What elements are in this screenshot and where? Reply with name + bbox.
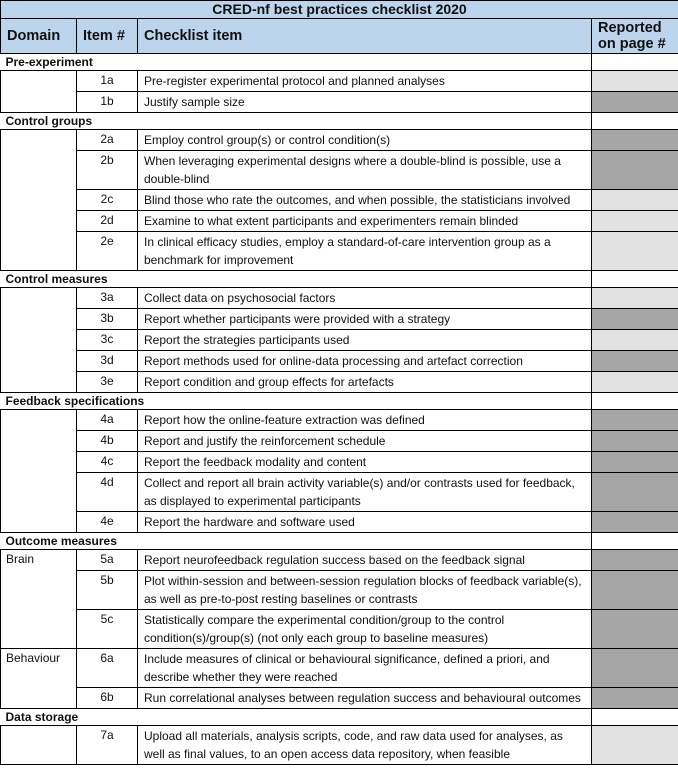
table-row	[1, 512, 678, 533]
checklist-item-text: Justify sample size	[138, 92, 592, 113]
checklist-item-text: Collect and report all brain activity variable(s) and/or contrasts used for feedback, as displayed to experimental participants	[138, 473, 592, 512]
section-row	[1, 709, 678, 726]
reported-page-cell[interactable]	[592, 71, 678, 92]
reported-page-cell[interactable]	[592, 688, 678, 709]
section-row	[1, 271, 678, 288]
domain-cell	[1, 211, 77, 232]
title-row	[1, 1, 678, 19]
domain-cell	[1, 288, 77, 309]
domain-cell	[1, 309, 77, 330]
section-reported-cell	[592, 113, 678, 130]
item-number: 7a	[77, 726, 138, 765]
item-number: 4d	[77, 473, 138, 512]
item-number: 4c	[77, 452, 138, 473]
table-row	[1, 571, 678, 610]
checklist-item-text: Collect data on psychosocial factors	[138, 288, 592, 309]
table-row	[1, 130, 678, 151]
domain-cell	[1, 372, 77, 393]
section-title: Feedback specifications	[1, 393, 592, 410]
domain-cell	[1, 512, 77, 533]
table-row	[1, 190, 678, 211]
reported-page-cell[interactable]	[592, 130, 678, 151]
section-reported-cell	[592, 533, 678, 550]
reported-page-cell[interactable]	[592, 372, 678, 393]
reported-page-cell[interactable]	[592, 726, 678, 765]
table-row	[1, 309, 678, 330]
table-row	[1, 649, 678, 688]
checklist-item-text: Report the feedback modality and content	[138, 452, 592, 473]
header-item: Item #	[77, 19, 138, 54]
checklist-item-text: Blind those who rate the outcomes, and when possible, the statisticians involved	[138, 190, 592, 211]
section-title: Data storage	[1, 709, 592, 726]
checklist-item-text: Include measures of clinical or behavioural significance, defined a priori, and describe whether they were reached	[138, 649, 592, 688]
domain-cell	[1, 410, 77, 431]
domain-cell	[1, 473, 77, 512]
item-number: 6b	[77, 688, 138, 709]
domain-cell	[1, 71, 77, 92]
table-row	[1, 92, 678, 113]
reported-page-cell[interactable]	[592, 330, 678, 351]
reported-page-cell[interactable]	[592, 151, 678, 190]
checklist-item-text: Run correlational analyses between regulation success and behavioural outcomes	[138, 688, 592, 709]
section-row	[1, 54, 678, 71]
table-row	[1, 71, 678, 92]
reported-page-cell[interactable]	[592, 351, 678, 372]
table-row	[1, 726, 678, 765]
section-title: Pre-experiment	[1, 54, 592, 71]
domain-cell	[1, 232, 77, 271]
domain-cell	[1, 151, 77, 190]
header-reported: Reported on page #	[592, 19, 678, 54]
section-reported-cell	[592, 271, 678, 288]
checklist-item-text: Report the strategies participants used	[138, 330, 592, 351]
table-row	[1, 372, 678, 393]
item-number: 3d	[77, 351, 138, 372]
item-number: 5c	[77, 610, 138, 649]
checklist-item-text: Upload all materials, analysis scripts, code, and raw data used for analyses, as well as final values, to an open access data repository, when feasible	[138, 726, 592, 765]
domain-cell	[1, 610, 77, 649]
item-number: 1b	[77, 92, 138, 113]
reported-page-cell[interactable]	[592, 571, 678, 610]
checklist-item-text: Statistically compare the experimental condition/group to the control condition(s)/group(s) (not only each group to baseline measures)	[138, 610, 592, 649]
table-row	[1, 473, 678, 512]
table-row	[1, 550, 678, 571]
reported-page-cell[interactable]	[592, 649, 678, 688]
item-number: 3c	[77, 330, 138, 351]
table-row	[1, 288, 678, 309]
section-row	[1, 533, 678, 550]
section-title: Outcome measures	[1, 533, 592, 550]
section-title: Control groups	[1, 113, 592, 130]
table-row	[1, 211, 678, 232]
checklist-item-text: Examine to what extent participants and experimenters remain blinded	[138, 211, 592, 232]
item-number: 2e	[77, 232, 138, 271]
reported-page-cell[interactable]	[592, 190, 678, 211]
table-title: CRED-nf best practices checklist 2020	[1, 1, 678, 19]
reported-page-cell[interactable]	[592, 232, 678, 271]
reported-page-cell[interactable]	[592, 610, 678, 649]
reported-page-cell[interactable]	[592, 288, 678, 309]
checklist-item-text: Employ control group(s) or control condition(s)	[138, 130, 592, 151]
reported-page-cell[interactable]	[592, 431, 678, 452]
domain-cell	[1, 92, 77, 113]
reported-page-cell[interactable]	[592, 452, 678, 473]
checklist-item-text: Report the hardware and software used	[138, 512, 592, 533]
item-number: 3e	[77, 372, 138, 393]
table-row	[1, 351, 678, 372]
item-number: 4e	[77, 512, 138, 533]
checklist-item-text: When leveraging experimental designs where a double-blind is possible, use a double-blind	[138, 151, 592, 190]
domain-cell	[1, 330, 77, 351]
reported-page-cell[interactable]	[592, 211, 678, 232]
section-title: Control measures	[1, 271, 592, 288]
checklist-item-text: In clinical efficacy studies, employ a standard-of-care intervention group as a benchmark for improvement	[138, 232, 592, 271]
checklist-item-text: Report methods used for online-data processing and artefact correction	[138, 351, 592, 372]
table-row	[1, 330, 678, 351]
section-reported-cell	[592, 709, 678, 726]
domain-cell	[1, 452, 77, 473]
domain-cell: Behaviour	[1, 649, 77, 688]
domain-cell	[1, 190, 77, 211]
domain-cell	[1, 431, 77, 452]
item-number: 2a	[77, 130, 138, 151]
section-reported-cell	[592, 54, 678, 71]
table-row	[1, 610, 678, 649]
domain-cell	[1, 351, 77, 372]
reported-page-cell[interactable]	[592, 309, 678, 330]
reported-page-cell[interactable]	[592, 92, 678, 113]
checklist-item-text: Pre-register experimental protocol and planned analyses	[138, 71, 592, 92]
domain-cell	[1, 571, 77, 610]
section-row	[1, 113, 678, 130]
item-number: 3a	[77, 288, 138, 309]
section-row	[1, 393, 678, 410]
reported-page-cell[interactable]	[592, 550, 678, 571]
reported-page-cell[interactable]	[592, 512, 678, 533]
table-row	[1, 688, 678, 709]
table-row	[1, 452, 678, 473]
item-number: 4a	[77, 410, 138, 431]
table-row	[1, 410, 678, 431]
section-reported-cell	[592, 393, 678, 410]
table-row	[1, 232, 678, 271]
item-number: 2b	[77, 151, 138, 190]
item-number: 2d	[77, 211, 138, 232]
item-number: 5b	[77, 571, 138, 610]
item-number: 5a	[77, 550, 138, 571]
item-number: 3b	[77, 309, 138, 330]
table-row	[1, 151, 678, 190]
checklist-item-text: Report how the online-feature extraction was defined	[138, 410, 592, 431]
reported-page-cell[interactable]	[592, 473, 678, 512]
reported-page-cell[interactable]	[592, 410, 678, 431]
header-row	[1, 19, 678, 54]
table-row	[1, 431, 678, 452]
table-body	[1, 54, 678, 765]
checklist-item-text: Report whether participants were provided with a strategy	[138, 309, 592, 330]
checklist-item-text: Report and justify the reinforcement schedule	[138, 431, 592, 452]
domain-cell	[1, 688, 77, 709]
checklist-item-text: Plot within-session and between-session regulation blocks of feedback variable(s), as well as pre-to-post resting baselines or contrasts	[138, 571, 592, 610]
domain-cell	[1, 130, 77, 151]
header-domain: Domain	[1, 19, 77, 54]
header-checklist: Checklist item	[138, 19, 592, 54]
item-number: 6a	[77, 649, 138, 688]
item-number: 4b	[77, 431, 138, 452]
domain-cell	[1, 726, 77, 765]
checklist-item-text: Report neurofeedback regulation success based on the feedback signal	[138, 550, 592, 571]
checklist-item-text: Report condition and group effects for artefacts	[138, 372, 592, 393]
item-number: 1a	[77, 71, 138, 92]
domain-cell: Brain	[1, 550, 77, 571]
item-number: 2c	[77, 190, 138, 211]
